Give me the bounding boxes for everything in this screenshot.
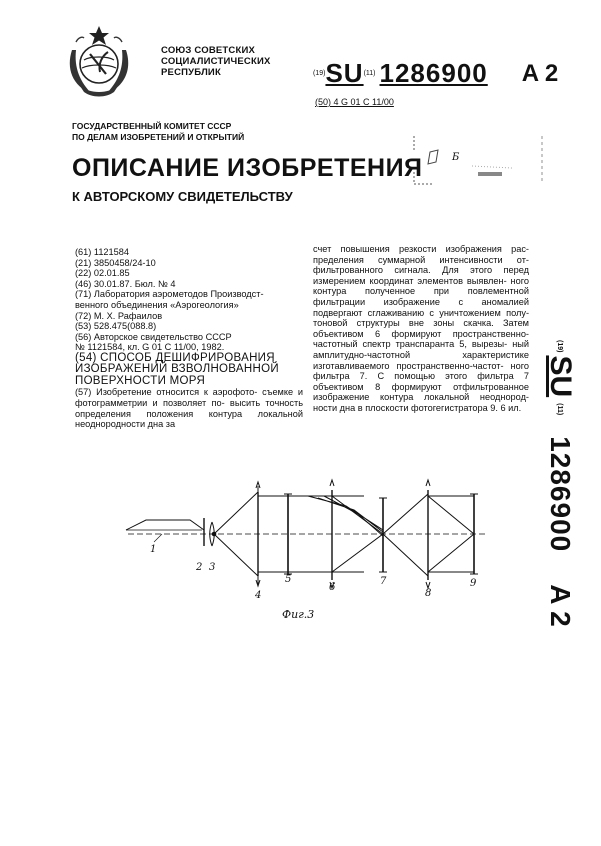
kind-code: A 2 bbox=[521, 59, 559, 87]
label-4: 4 bbox=[255, 590, 262, 601]
invention-title-line: ИЗОБРАЖЕНИЙ ВЗВОЛНОВАННОЙ bbox=[75, 363, 279, 376]
optical-scheme-figure bbox=[118, 476, 518, 606]
biblio-line: (46) 30.01.87. Бюл. № 4 bbox=[75, 278, 176, 289]
biblio-line: венного объединения «Аэрогеология» bbox=[75, 299, 239, 310]
library-stamp bbox=[412, 132, 544, 187]
label-2: 2 bbox=[196, 562, 203, 573]
ipc-class: G 01 C 11/00 bbox=[341, 97, 394, 107]
abstract-continuation: счет повышения резкости изображения рас- пределения суммарной интенсивности от- фильтрованного сигнала. Для этого перед измерением координат элементов выявлен- ного контура полученное при повлементной фильтрации изображение с аномалией подвергают сглаживанию с уничтожением полу- тоновой структуры вне зоны скачка. Затем объективом 6 формируют пространственно- частотный спектр транспаранта 5, вырезы- ный амплитудно-частотной характеристике изготавливаемого пространственно-частот- ного фильтра 7. С помощью этого фильтра 7 объективом 8 формируют отфильтрованное изображение контура локальной неоднород- ности дна в плоскости фотогегистратора 9. 6 ил. bbox=[313, 244, 529, 413]
label-1: 1 bbox=[150, 544, 157, 555]
union-name bbox=[161, 45, 271, 78]
ipc-classification bbox=[315, 97, 394, 107]
ussr-emblem bbox=[58, 20, 140, 102]
biblio-line: (72) М. Х. Рафаилов bbox=[75, 310, 163, 321]
biblio-line: (53) 528.475(088.8) bbox=[75, 321, 157, 332]
label-9: 9 bbox=[470, 578, 477, 589]
bibliographic-data bbox=[75, 247, 303, 430]
label-3: 3 bbox=[209, 562, 216, 573]
code-19: (19) bbox=[313, 70, 326, 77]
label-7: 7 bbox=[380, 576, 387, 587]
abstract-text: (57) Изобретение относится к аэрофото- съемке и фотограмметрии и позволяет по- высить точность определения положения контура локальной неоднородности дна за bbox=[75, 387, 303, 430]
biblio-line: (71) Лаборатория аэрометодов Производст- bbox=[75, 289, 264, 300]
biblio-line: № 1121584, кл. G 01 C 11/00, 1982. bbox=[75, 342, 225, 353]
biblio-line: (22) 02.01.85 bbox=[75, 268, 130, 279]
gov-committee bbox=[72, 121, 244, 143]
side-number: 1286900 bbox=[545, 436, 576, 553]
side-patent-number bbox=[538, 340, 578, 700]
label-8: 8 bbox=[425, 588, 432, 599]
gov-line-1: ГОСУДАРСТВЕННЫЙ КОМИТЕТ СССР bbox=[72, 121, 232, 131]
ipc-code: (50) 4 bbox=[315, 97, 339, 107]
object-surface bbox=[126, 520, 204, 530]
code-11: (11) bbox=[363, 70, 376, 77]
label-6: 6 bbox=[329, 582, 336, 593]
side-country-code: SU bbox=[544, 355, 577, 398]
patent-number: 1286900 bbox=[379, 58, 488, 88]
union-line-3: РЕСПУБЛИК bbox=[161, 67, 221, 78]
biblio-line: (56) Авторское свидетельство СССР bbox=[75, 331, 232, 342]
invention-title-line: (54) СПОСОБ ДЕШИФРИРОВАНИЯ bbox=[75, 351, 275, 364]
stamp-letter: Б bbox=[452, 152, 460, 163]
document-subtitle: К АВТОРСКОМУ СВИДЕТЕЛЬСТВУ bbox=[72, 189, 293, 204]
side-kind: A 2 bbox=[545, 584, 576, 627]
document-title: ОПИСАНИЕ ИЗОБРЕТЕНИЯ bbox=[72, 154, 423, 182]
biblio-line: (61) 1121584 bbox=[75, 247, 129, 257]
biblio-line: (21) 3850458/24-10 bbox=[75, 257, 156, 268]
country-code: SU bbox=[325, 58, 364, 88]
side-code-11: (11) bbox=[556, 403, 564, 416]
gov-line-2: ПО ДЕЛАМ ИЗОБРЕТЕНИЙ И ОТКРЫТИЙ bbox=[72, 132, 245, 142]
figure-caption: Фиг.3 bbox=[282, 608, 315, 621]
invention-title-line: ПОВЕРХНОСТИ МОРЯ bbox=[75, 374, 206, 387]
side-code-19: (19) bbox=[556, 340, 564, 353]
union-line-2: СОЦИАЛИСТИЧЕСКИХ bbox=[161, 56, 271, 67]
label-5: 5 bbox=[285, 574, 292, 585]
union-line-1: СОЮЗ СОВЕТСКИХ bbox=[161, 45, 256, 56]
patent-header bbox=[313, 58, 558, 89]
